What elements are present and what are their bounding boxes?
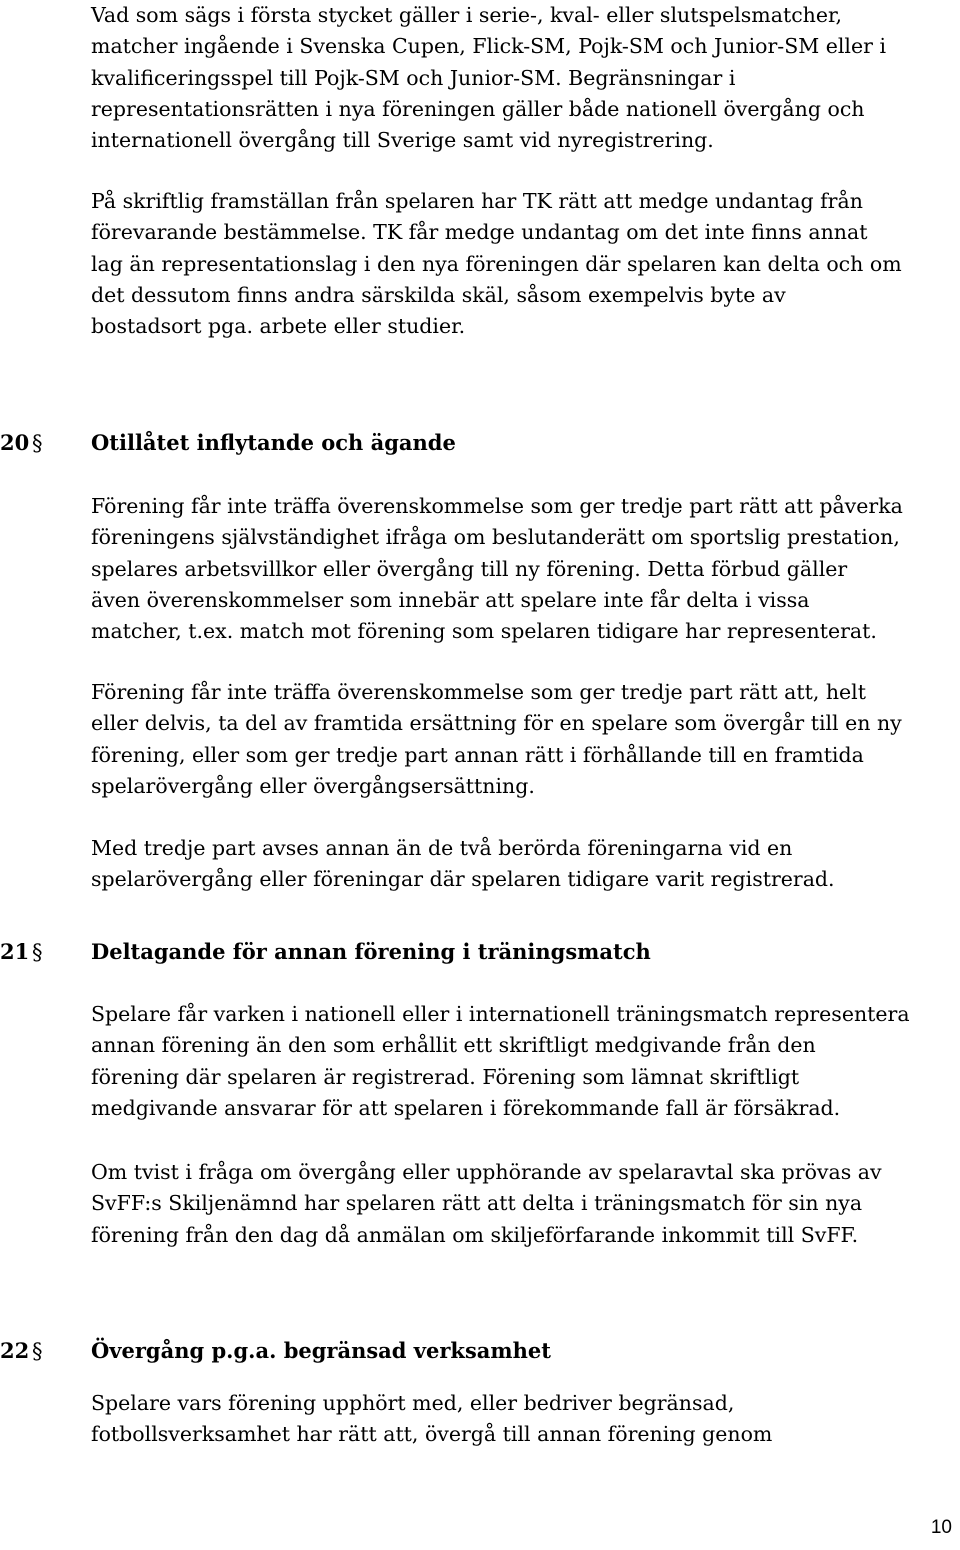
text-line: matcher ingående i Svenska Cupen, Flick-SM, Pojk-SM och Junior-SM eller i (91, 34, 886, 59)
text-line: Förening får inte träffa överenskommelse som ger tredje part rätt att, helt (91, 680, 866, 704)
section-number: 22 (0, 1338, 30, 1363)
section-title: Otillåtet inflytande och ägande (91, 430, 456, 455)
text-line: eller delvis, ta del av framtida ersättning för en spelare som övergår till en ny (91, 711, 902, 736)
section-21-paragraph-2 (91, 1157, 956, 1251)
text-line: Vad som sägs i första stycket gäller i serie-, kval- eller slutspelsmatcher, (91, 3, 843, 27)
text-line: På skriftlig framställan från spelaren har TK rätt att medge undantag från (91, 189, 863, 213)
text-line: spelarövergång eller övergångsersättning. (91, 773, 535, 798)
intro-paragraph-2 (91, 186, 956, 342)
section-symbol: § (32, 1339, 43, 1363)
section-21-heading (0, 936, 940, 968)
text-line: Spelare får varken i nationell eller i internationell träningsmatch representera (91, 1002, 910, 1026)
text-line: förening där spelaren är registrerad. Förening som lämnat skriftligt (91, 1064, 800, 1089)
text-line: även överenskommelser som innebär att spelare inte får delta i vissa (91, 587, 810, 612)
text-line: medgivande ansvarar för att spelaren i förekommande fall är försäkrad. (91, 1095, 841, 1120)
text-line: Spelare vars förening upphört med, eller bedriver begränsad, (91, 1391, 735, 1415)
text-line: bostadsort pga. arbete eller studier. (91, 314, 466, 339)
text-line: lag än representationslag i den nya föreningen där spelaren kan delta och om (91, 251, 902, 276)
text-line: föreningens självständighet ifråga om beslutanderätt om sportslig prestation, (91, 525, 900, 550)
section-title: Övergång p.g.a. begränsad verksamhet (91, 1338, 551, 1363)
text-line: kvalificeringsspel till Pojk-SM och Junior-SM. Begränsningar i (91, 65, 736, 90)
section-20-paragraph-1 (91, 491, 956, 647)
page-number: 10 (930, 1517, 952, 1538)
text-line: det dessutom finns andra särskilda skäl, såsom exempelvis byte av (91, 282, 786, 307)
section-number: 20 (0, 430, 30, 455)
section-symbol: § (32, 940, 43, 964)
text-line: internationell övergång till Sverige samt vid nyregistrering. (91, 128, 714, 153)
text-line: förening, eller som ger tredje part annan rätt i förhållande till en framtida (91, 742, 864, 767)
text-line: förevarande bestämmelse. TK får medge undantag om det inte finns annat (91, 220, 868, 245)
text-line: spelarövergång eller föreningar där spelaren tidigare varit registrerad. (91, 867, 835, 892)
text-line: SvFF:s Skiljenämnd har spelaren rätt att delta i träningsmatch för sin nya (91, 1191, 863, 1216)
intro-paragraph-1 (91, 0, 956, 156)
text-line: spelares arbetsvillkor eller övergång till ny förening. Detta förbud gäller (91, 556, 848, 581)
text-line: Förening får inte träffa överenskommelse som ger tredje part rätt att påverka (91, 494, 903, 518)
text-line: förening från den dag då anmälan om skiljeförfarande inkommit till SvFF. (91, 1222, 859, 1247)
text-line: representationsrätten i nya föreningen gäller både nationell övergång och (91, 96, 865, 121)
text-line: annan förening än den som erhållit ett skriftligt medgivande från den (91, 1033, 816, 1058)
section-symbol: § (32, 431, 43, 455)
section-number: 21 (0, 939, 30, 964)
section-22-heading (0, 1335, 940, 1367)
text-line: fotbollsverksamhet har rätt att, övergå till annan förening genom (91, 1422, 773, 1447)
text-line: matcher, t.ex. match mot förening som spelaren tidigare har representerat. (91, 619, 877, 644)
section-title: Deltagande för annan förening i träningsmatch (91, 939, 651, 964)
section-20-paragraph-2 (91, 677, 956, 802)
text-line: Med tredje part avses annan än de två berörda föreningarna vid en (91, 836, 793, 860)
section-21-paragraph-1 (91, 999, 956, 1124)
section-20-heading (0, 427, 940, 459)
section-22-paragraph-1 (91, 1388, 956, 1451)
text-line: Om tvist i fråga om övergång eller upphörande av spelaravtal ska prövas av (91, 1160, 882, 1184)
section-20-paragraph-3 (91, 833, 956, 896)
